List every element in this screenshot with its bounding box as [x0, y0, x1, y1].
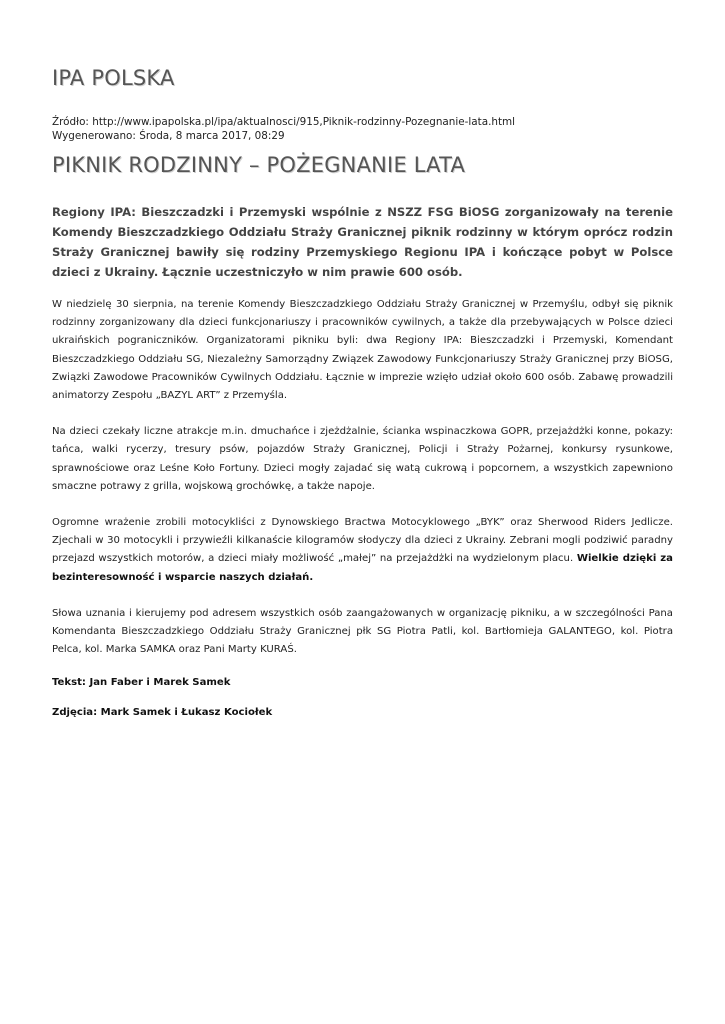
credit-photo-authors: Zdjęcia: Mark Samek i Łukasz Kociołek — [52, 707, 273, 718]
paragraph-3 — [52, 514, 673, 587]
credit-text-authors: Tekst: Jan Faber i Marek Samek — [52, 677, 231, 688]
paragraph-4: Słowa uznania i kierujemy pod adresem wszystkich osób zaangażowanych w organizację pikniku, a w szczególności Pana Komendanta Bieszczadzkiego Oddziału Straży Granicznej płk SG Piotra Patli, kol. Bartłomieja GALANTEGO, kol. Piotra Pelca, kol. Marka SAMKA oraz Pani Marty KURAŚ. — [52, 607, 673, 656]
article-credits — [52, 676, 673, 736]
article-lead: Regiony IPA: Bieszczadzki i Przemyski wspólnie z NSZZ FSG BiOSG zorganizowały na terenie Komendy Bieszczadzkiego Oddziału Straży Granicznej piknik rodzinny w którym oprócz rodzin Straży Granicznej bawiły się rodziny Przemyskiego Regionu IPA i kończące pobyt w Polsce dzieci z Ukrainy. Łącznie uczestniczyło w nim prawie 600 osób. — [52, 205, 673, 279]
article-title: PIKNIK RODZINNY – POŻEGNANIE LATA — [52, 153, 466, 177]
paragraph-3-thanks: Wielkie dzięki za bezinteresowność i wsparcie naszych działań. — [52, 553, 673, 583]
paragraph-1: W niedzielę 30 sierpnia, na terenie Komendy Bieszczadzkiego Oddziału Straży Granicznej w Przemyślu, odbył się piknik rodzinny zorganizowany dla dzieci funkcjonariuszy i pracowników cywilnych, a także dla przebywających w Polsce dzieci ukraińskich pograniczników. Organizatorami pikniku byli: dwa Regiony IPA: Bieszczadzki i Przemyski, Komendant Bieszczadzkiego Oddziału SG, Niezależny Samorządny Związek Zawodowy Funkcjonariuszy Straży Granicznej przy BiOSG, Związki Zawodowe Pracowników Cywilnych Oddziału. Łącznie w imprezie wzięło udział około 600 osób. Zabawę prowadzili animatorzy Zespołu „BAZYL ART” z Przemyśla. — [52, 299, 673, 402]
site-title: IPA POLSKA — [52, 66, 175, 90]
article-body — [52, 296, 673, 677]
paragraph-3-text: Ogromne wrażenie zrobili motocykliści z Dynowskiego Bractwa Motocyklowego „BYK” oraz Sherwood Riders Jedlicze. Zjechali w 30 motocykli i przywieźli kilkanaście kilogramów słodyczy dla dzieci z Ukrainy. Zebrani mogli podziwić paradny przejazd wszystkich motorów, a dzieci miały możliwość „małej” na przejażdżki na wydzielonym placu. — [52, 517, 673, 565]
document-meta — [52, 115, 515, 143]
generated-date: Wygenerowano: Środa, 8 marca 2017, 08:29 — [52, 130, 285, 142]
source-url: Źródło: http://www.ipapolska.pl/ipa/aktualnosci/915,Piknik-rodzinny-Pozegnanie-lata.html — [52, 116, 516, 128]
paragraph-2: Na dzieci czekały liczne atrakcje m.in. dmuchańce i zjeżdżalnie, ścianka wspinaczkowa GOPR, przejażdżki konne, pokazy: tańca, walki rycerzy, tresury psów, pojazdów Straży Granicznej, Policji i Straży Pożarnej, konkursy rysunkowe, sprawnościowe oraz Leśne Koło Fortuny. Dzieci mogły zajadać się watą cukrową i popcornem, a wszystkich zapewniono smaczne potrawy z grilla, wojskową grochówkę, a także napoje. — [52, 426, 673, 492]
